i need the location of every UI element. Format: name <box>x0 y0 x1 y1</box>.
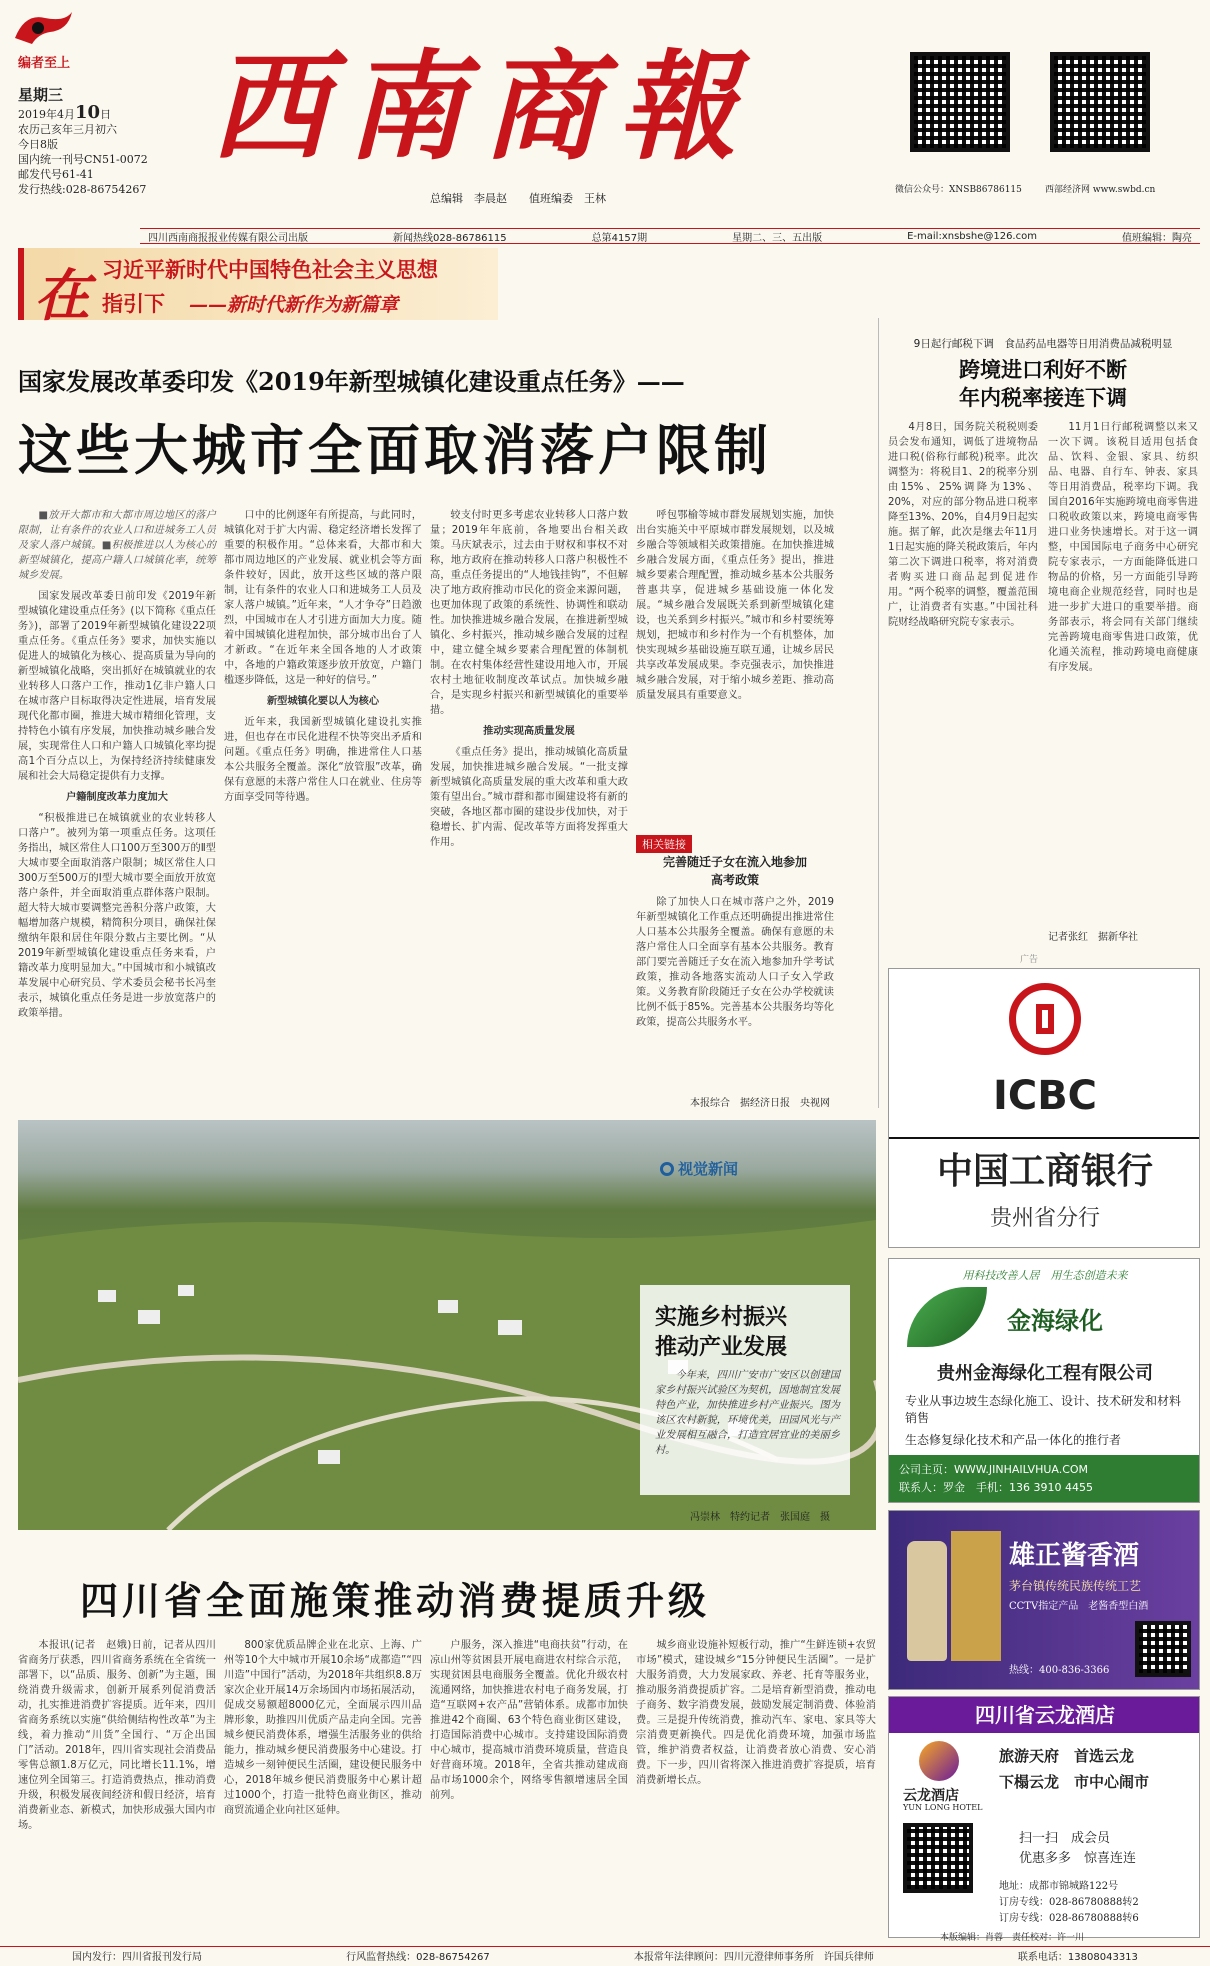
lead-col2: 口中的比例逐年有所提高，与此同时，城镇化对于扩大内需、稳定经济增长发挥了重要的积极作用。“总体来看，大都市和大都市周边地区的产业发展、就业机会等方面条件较好，因此，放开这些区域的落户限制，让有条件的农业人口和进城务工人员及家人落户城镇。”近年来，“人才争夺”日趋激烈，中国城市在人才引进方面加大力度。随着中国城镇化进程加快，部分城市出台了人才新政。“在近年来全国各地的人才政策中，各地的户籍政策逐步放开放宽，户籍门槛逐步降低，这是一种好的信号。” <box>224 510 422 686</box>
editor-line: 总编辑 李晨赵 值班编委 王林 <box>430 192 606 205</box>
wine-box-icon <box>951 1531 1001 1661</box>
bottom-col4: 城乡商业设施补短板行动，推广“生鲜连锁+农贸市场”模式，建设城乡“15分钟便民生活圈”。一是扩大服务消费，大力发展家政、养老、托育等服务业，推动服务消费提质扩容。二是培育新型消费，推动电子商务、数字消费发展，鼓励发展定制消费、体验消费。三是提升传统消费，推动汽车、家电、家具等大宗消费更新换代。四是优化消费环境，加强市场监管，维护消费者权益，让消费者放心消费、安心消费。下一步，四川省将深入推进消费扩容提质，培育消费新增长点。 <box>636 1640 876 1786</box>
jh-contact1: 公司主页：WWW.JINHAILVHUA.COM <box>899 1463 1089 1476</box>
hotel-title: 四川省云龙酒店 <box>889 1697 1200 1733</box>
side-headline-2: 年内税率接连下调 <box>959 385 1127 410</box>
newspaper-title: 西南商報 <box>210 37 755 176</box>
side-kicker: 9日起行邮税下调 食品药品电器等日用消费品减税明显 <box>913 338 1173 350</box>
icbc-logo-icon <box>1009 983 1081 1055</box>
wine-title: 雄正酱香酒 <box>1009 1541 1140 1571</box>
subhead-3: 推动实现高质量发展 <box>483 726 575 737</box>
related-title: 完善随迁子女在流入地参加高考政策 <box>662 855 807 887</box>
banner-line1: 习近平新时代中国特色社会主义思想 <box>102 257 438 282</box>
masthead-slogan: 编者至上 <box>18 56 71 71</box>
banner-line3: ——新时代新作为新篇章 <box>189 294 399 316</box>
lead-col1b: “积极推进已在城镇就业的农业转移人口落户”。被列为第一项重点任务。这项任务指出，城区常住人口100万至300万的Ⅱ型大城市要全面取消落户限制；城区常住人口300万至500万的Ⅰ型大城市要全面放开放宽落户条件，并全面取消重点群体落户限制。超大特大城市要调整完善积分落户政策，大幅增加落户规模，精简积分项目，确保社保缴纳年限和居住年限分数占主要比例。“从2019年新型城镇化建设重点任务来看，户籍改革力度明显加大。”中国城市和小城镇改革发展中心研究员、学术委员会秘书长冯奎表示，城镇化重点任务是进一步放宽落户的政策举措。 <box>18 813 216 1019</box>
leaf-icon <box>907 1287 987 1347</box>
wine-phone: 热线：400-836-3366 <box>1009 1665 1110 1676</box>
hotel-line1: 旅游天府 首选云龙 <box>999 1747 1135 1765</box>
cn-number: 国内统一刊号CN51-0072 <box>18 153 148 166</box>
info-bar: 四川西南商报报业传媒有限公司出版 新闻热线028-86786115 总第4157期 星期二、三、五出版 E-mail:xnsbshe@126.com 值班编辑：陶亮 <box>140 228 1200 244</box>
weekday: 星期三 <box>18 86 64 104</box>
lead-byline: 本报综合 据经济日报 央视网 <box>690 1098 830 1109</box>
page-editor-credit: 本版编辑：肖蓉 责任校对：许一川 <box>940 1933 1085 1943</box>
wine-sub2: CCTV指定产品 老酱香型白酒 <box>1009 1601 1149 1612</box>
jh-contact2: 联系人：罗金 手机：136 3910 4455 <box>899 1481 1093 1494</box>
hotel-qr-icon <box>903 1823 973 1893</box>
distribution-hotline: 发行热线:028-86754267 <box>18 183 147 196</box>
wine-bottle-icon <box>907 1541 947 1661</box>
ad-label: 广告 <box>1020 955 1039 965</box>
issue-date: 2019年4月10日 <box>18 102 112 123</box>
side-col-b: 11月1日行邮税调整以来又一次下调。该税目适用包括食品、饮料、金银、家具、纺织品、电器、自行车、钟表、家具等日用消费品，税率均下调。我国自2016年实施跨境电商零售进口税收政策以来，跨境电商零售进口业务快速增长。对于这一调整，中国国际电子商务中心研究院专家表示，一方面能降低进口物品的价格，另一方面能引导跨境电商企业规范经营，同时也是进一步扩大进口的重要举措。商务部表示，将会同有关部门继续完善跨境电商零售进口政策，优化通关流程，推动跨境电商健康有序发展。 <box>1048 422 1198 673</box>
lead-intro: ■放开大都市和大都市周边地区的落户限制，让有条件的农业人口和进城务工人员及家人落户城镇。■积极推进以人为核心的新型城镇化，提高户籍人口城镇化率，统筹城乡发展。 <box>18 510 216 581</box>
hotel-tel1: 订房专线：028-86780888转2 <box>999 1897 1139 1908</box>
wine-sub: 茅台镇传统民族传统工艺 <box>1009 1579 1142 1593</box>
photo-tag: 视觉新闻 <box>660 1158 738 1179</box>
icbc-en: ICBC <box>992 1073 1098 1119</box>
side-byline: 记者张红 据新华社 <box>1048 932 1138 943</box>
website-qr-icon <box>1050 52 1150 152</box>
jh-item2: 生态修复绿化技术和产品一体化的推行者 <box>905 1433 1122 1447</box>
hotel-line2: 下榻云龙 市中心闹市 <box>999 1773 1150 1791</box>
lead-col3b: 《重点任务》提出，推动城镇化高质量发展，加快推进城乡融合发展。“一批支撑新型城镇化高质量发展的重大改革和重大政策有望出台。”城市群和都市圈建设将有新的突破，各地区都市圈的建设步伐加快，对于稳增长、扩内需、促改革等方面将发挥重大作用。 <box>430 747 628 848</box>
wine-qr-icon <box>1135 1621 1191 1677</box>
wechat-label: 微信公众号：XNSB86786115 <box>895 185 1022 195</box>
website-label: 西部经济网 www.swbd.cn <box>1045 185 1156 195</box>
icbc-cn: 中国工商银行 <box>889 1137 1200 1194</box>
side-col-a: 4月8日，国务院关税税则委员会发布通知，调低了进境物品进口税(俗称行邮税)税率。此次调整为：将税目1、2的税率分别由15%、25%调降为13%、20%，对应的部分物品进口税率降至13%、20%，自4月9日起实施。据了解，此次是继去年11月1日起实施的降关税政策后，年内第二次下调进口税率，将对消费者购买进口商品起到促进作用。“两个税率的调整，覆盖范围广，让消费者有实惠。”中国社科院财经战略研究院专家表示。 <box>888 422 1038 628</box>
lead-col2b: 近年来，我国新型城镇化建设扎实推进，但也存在市民化进程不快等突出矛盾和问题。《重点任务》明确，推进常住人口基本公共服务全覆盖。深化“放管服”改革，确保有意愿的未落户常住人口在就业、住房等方面享受同等待遇。 <box>224 717 422 803</box>
lead-col1: 国家发展改革委日前印发《2019年新型城镇化建设重点任务》(以下简称《重点任务》)，部署了2019年新型城镇化建设22项重点任务。《重点任务》要求，加快实施以促进人的城镇化为核心、提高质量为导向的新型城镇化战略，突出抓好在城镇就业的农业转移人口落户工作，推动1亿非户籍人口在城市落户目标取得决定性进展，培育发展现代化都市圈，推进大城市精细化管理，支持特色小镇有序发展，加快推动城乡融合发展，实现常住人口和户籍人口城镇化率均提高1个百分点以上，为保持经济持续健康发展和社会大局稳定提供有力支撑。 <box>18 591 216 782</box>
photo-caption: 今年来，四川广安市广安区以创建国家乡村振兴试验区为契机，因地制宜发展特色产业，加快推进乡村产业振兴。图为该区农村新貌，环境优美，田园风光与产业发展相互融合，打造宜居宜业的美丽乡村。 <box>655 1370 840 1456</box>
theme-banner <box>18 248 498 329</box>
banner-line2: 指引下 <box>102 291 165 316</box>
bottom-col3: 户服务，深入推进“电商扶贫”行动，在凉山州等贫困县开展电商进农村综合示范，实现贫困县电商服务全覆盖。优化升级农村流通网络，加快推进农村电子商务发展，打造“互联网+农产品”营销体系。成都市加快推进42个商圈、63个特色商业街区建设，打造国际消费中心城市。支持建设国际消费中心城市，提高城市消费环境质量，营造良好营商环境。2018年，全省共推动建成商品市场1000余个，网络零售额增速居全国前列。 <box>430 1640 628 1801</box>
photo-title-2: 推动产业发展 <box>655 1334 788 1360</box>
banner-char: 在 <box>34 263 90 329</box>
hotel-logo-icon <box>919 1741 959 1781</box>
lead-col5: 除了加快人口在城市落户之外，2019年新型城镇化工作重点还明确提出推进常住人口基本公共服务全覆盖。确保有意愿的未落户常住人口全面享有基本公共服务。教育部门要完善随迁子女在流入地参加升学考试政策，推动各地落实流动人口子女入学政策。义务教育阶段随迁子女在公办学校就读比例不低于85%。完善基本公共服务均等化政策，提高公共服务水平。 <box>636 897 834 1028</box>
side-headline-1: 跨境进口利好不断 <box>959 357 1127 382</box>
jh-item1: 专业从事边坡生态绿化施工、设计、技术研发和材料销售 <box>905 1394 1182 1425</box>
hotel-tel2: 订房专线：028-86780888转6 <box>999 1913 1139 1924</box>
lead-col4: 呼包鄂榆等城市群发展规划实施，加快出台实施关中平原城市群发展规划，以及城乡融合等领域相关政策措施。在加快推进城乡融合发展方面，《重点任务》提出，推进城乡要素合理配置，推动城乡基本公共服务普惠共享，促进城乡基础设施一体化发展。“城乡融合发展既关系到新型城镇化建设，也关系到乡村振兴。”城市和乡村要统筹规划，把城市和乡村作为一个有机整体，加快实现城乡基础设施互联互通，让城乡居民共享改革发展成果。李克强表示，加快推进城乡融合发展，对于缩小城乡差距、推动高质量发展具有重要意义。 <box>636 510 834 701</box>
footer-bar: 国内发行：四川省报刊发行局 行风监督热线：028-86754267 本报常年法律顾问：四川元澄律师事务所 许国兵律师 联系电话：13808043313 <box>0 1946 1210 1964</box>
lunar-date: 农历己亥年三月初六 <box>18 123 117 136</box>
hotel-logo-en: YUN LONG HOTEL <box>903 1803 983 1812</box>
photo-title-1: 实施乡村振兴 <box>655 1304 788 1330</box>
bottom-col2: 800家优质品牌企业在北京、上海、广州等10个大中城市开展10余场“成都造”“四川造”中国行”活动，为2018年共组织8.8万家次企业开展14万余场国内市场拓展活动，促成交易额超8000亿元，全面展示四川品牌形象，助推四川优质产品走向全国。完善城乡便民消费体系，增强生活服务业的供给能力，推动城乡便民消费服务中心建设。打造城乡一刻钟便民生活圈，建设便民服务中心，2018年城乡便民消费服务中心累计超过1000个，打造一批特色商业街区，推动商贸流通企业向社区延伸。 <box>224 1640 422 1816</box>
subhead-1: 户籍制度改革力度加大 <box>66 792 168 803</box>
hotel-line3: 扫一扫 成会员 <box>1019 1831 1111 1846</box>
lead-col3: 较支付时更多考虑农业转移人口落户数量；2019年年底前，各地要出台相关政策。马庆斌表示，过去由于财权和事权不对称，地方政府在推动转移人口落户积极性不高，重点任务提出的“人地钱挂钩”，不但解决了地方政府推动市民化的资金来源问题，也更加体现了政策的系统性、协调性和联动性。加快推进城乡融合发展，在推进新型城镇化、乡村振兴，推动城乡融合发展的过程中，建立健全城乡要素合理配置的体制机制。在农村集体经营性建设用地入市，开展农村土地征收制度改革试点。加快城乡融合，是实现乡村振兴和新型城镇化的重要举措。 <box>430 510 628 716</box>
jh-brand: 金海绿化 <box>1007 1306 1103 1335</box>
page-count: 今日8版 <box>18 138 58 151</box>
jh-slogan: 用科技改善人居 用生态创造未来 <box>962 1269 1128 1282</box>
hotel-line4: 优惠多多 惊喜连连 <box>1019 1851 1137 1866</box>
bottom-headline: 四川省全面施策推动消费提质升级 <box>80 1578 711 1623</box>
lead-kicker: 国家发展改革委印发《2019年新型城镇化建设重点任务》—— <box>18 367 685 396</box>
lead-headline: 这些大城市全面取消落户限制 <box>18 418 772 482</box>
subhead-2: 新型城镇化要以人为核心 <box>266 696 380 707</box>
icbc-branch: 贵州省分行 <box>989 1206 1100 1231</box>
logo-emblem <box>10 8 80 48</box>
jh-company: 贵州金海绿化工程有限公司 <box>937 1363 1153 1384</box>
wechat-qr-icon <box>910 52 1010 152</box>
wine-ad[interactable] <box>888 1510 1200 1690</box>
photo-credit: 冯崇林 特约记者 张国庭 摄 <box>690 1512 830 1523</box>
hotel-addr: 地址：成都市锦城路122号 <box>999 1881 1119 1892</box>
hotel-ad[interactable] <box>888 1696 1200 1938</box>
postal-code: 邮发代号61-41 <box>18 168 94 181</box>
hotel-logo: 云龙酒店 <box>903 1788 959 1804</box>
icbc-ad[interactable] <box>888 968 1200 1248</box>
related-tag: 相关链接 <box>636 835 692 853</box>
bottom-col1: 本报讯(记者 赵娥)日前，记者从四川省商务厅获悉，四川省商务系统在全省统一部署下，以“品质、服务、创新”为主题，围绕消费升级需求，创新开展系列促消费活动，扎实推进消费扩容提质。近年来，四川省商务系统以实施“供给侧结构性改革”为主线，着力推动“川货”全国行、“万企出国门”活动。2018年，四川省实现社会消费品零售总额1.8万亿元，同比增长11.1%，增速位列全国第三。打造消费热点，推动消费升级，积极发展夜间经济和假日经济，培育消费新业态、新模式，加快形成强大国内市场。 <box>18 1640 216 1831</box>
jinhai-ad[interactable] <box>888 1258 1200 1503</box>
search-icon <box>660 1162 674 1176</box>
